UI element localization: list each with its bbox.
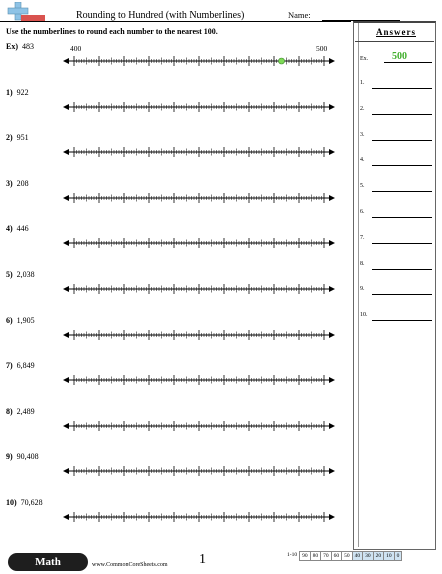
answer-field-9[interactable]: [372, 294, 432, 295]
plus-logo-icon: [4, 2, 46, 22]
arrow-left-icon: [63, 149, 69, 155]
problem-number: Ex): [6, 42, 18, 51]
problem-value: 2,038: [16, 270, 35, 279]
problem-number: 3): [6, 178, 13, 188]
score-cell: 30: [362, 551, 374, 561]
problem-value: 483: [22, 42, 34, 51]
instructions: Use the numberlines to round each number to the nearest 100.: [6, 27, 218, 36]
problem-label: [6, 452, 39, 461]
score-cell: 40: [352, 551, 364, 561]
problem-label: [6, 88, 29, 97]
arrow-right-icon: [329, 286, 335, 292]
answer-label-10: 10.: [360, 312, 368, 319]
numberline: [63, 101, 335, 113]
problem-value: 922: [16, 87, 29, 97]
worksheet-title: Rounding to Hundred (with Numberlines): [76, 10, 245, 21]
problem-number: 4): [6, 224, 13, 234]
answer-label-3: 3.: [360, 131, 365, 138]
arrow-right-icon: [329, 332, 335, 338]
problem-number: 6): [6, 315, 13, 325]
problem-number: 7): [6, 361, 13, 371]
problem-number: 1): [6, 87, 13, 97]
problem-label: [6, 498, 43, 507]
numberline: [63, 374, 335, 386]
problem-number: 9): [6, 452, 13, 462]
answer-label-6: 6.: [360, 209, 365, 215]
arrow-left-icon: [63, 332, 69, 338]
answer-label-7: 7.: [360, 234, 365, 241]
name-label: Name:: [288, 10, 311, 20]
score-cell: 20: [373, 551, 385, 561]
arrow-right-icon: [329, 240, 335, 246]
score-cell: 10: [383, 551, 395, 561]
score-cell: 0: [394, 551, 403, 561]
answer-example-value: 500: [392, 51, 407, 62]
answer-field-6[interactable]: [372, 217, 432, 218]
score-cell: 60: [331, 551, 343, 561]
problem-value: 90,408: [16, 452, 39, 462]
arrow-right-icon: [329, 377, 335, 383]
arrow-right-icon: [329, 58, 335, 64]
score-key: [286, 551, 402, 560]
arrow-left-icon: [63, 423, 69, 429]
problem-label: [6, 42, 34, 51]
problem-value: 1,905: [16, 315, 35, 325]
answer-field-8[interactable]: [372, 269, 432, 270]
arrow-left-icon: [63, 514, 69, 520]
answer-field-4[interactable]: [372, 165, 432, 166]
numberline: [63, 55, 335, 67]
value-marker-dot: [279, 58, 285, 64]
numberline: [63, 329, 335, 341]
answer-label-8: 8.: [360, 260, 365, 267]
problem-label: [6, 224, 29, 233]
subject-badge: Math: [8, 553, 88, 571]
problem-value: 208: [16, 178, 29, 188]
problem-value: 2,489: [16, 406, 35, 416]
score-cell: 80: [310, 551, 322, 561]
score-cell: 90: [299, 551, 311, 561]
answer-field-2[interactable]: [372, 114, 432, 115]
answer-panel-divider: [358, 23, 359, 547]
arrow-right-icon: [329, 423, 335, 429]
arrow-left-icon: [63, 104, 69, 110]
score-cell: 70: [320, 551, 332, 561]
answer-panel: [353, 21, 436, 550]
problem-label: [6, 361, 35, 370]
problem-number: 8): [6, 406, 13, 416]
answer-label-2: 2.: [360, 105, 365, 112]
answers-title-rule: [355, 41, 434, 42]
answer-field-10[interactable]: [372, 320, 432, 321]
numberline-end-label: 500: [316, 44, 328, 53]
arrow-right-icon: [329, 149, 335, 155]
answer-label-9: 9.: [360, 286, 365, 293]
arrow-left-icon: [63, 240, 69, 246]
arrow-right-icon: [329, 514, 335, 520]
answer-example-label: Ex.: [360, 56, 369, 62]
arrow-left-icon: [63, 286, 69, 292]
numberline: [63, 237, 335, 249]
problem-label: [6, 316, 35, 325]
numberline-start-label: 400: [70, 44, 82, 53]
problem-label: [6, 270, 35, 279]
answer-example-line: [384, 62, 432, 63]
arrow-right-icon: [329, 468, 335, 474]
arrow-left-icon: [63, 377, 69, 383]
answer-label-4: 4.: [360, 157, 365, 164]
answer-label-1: 1.: [360, 80, 365, 86]
problem-label: [6, 407, 35, 416]
answer-field-5[interactable]: [372, 191, 432, 192]
numberline: [63, 465, 335, 477]
numberline: [63, 420, 335, 432]
problem-number: 10): [6, 498, 17, 507]
numberline: [63, 283, 335, 295]
score-key-label: 1-10: [287, 552, 298, 558]
arrow-left-icon: [63, 195, 69, 201]
answers-title: Answers: [376, 27, 416, 37]
numberline: [63, 146, 335, 158]
problem-value: 70,628: [20, 498, 43, 507]
score-cell: 50: [341, 551, 353, 561]
problem-value: 446: [16, 224, 29, 234]
page-number: 1: [199, 552, 206, 567]
answer-label-5: 5.: [360, 183, 365, 190]
problem-number: 5): [6, 270, 13, 279]
problem-value: 6,849: [16, 361, 35, 371]
problem-label: [6, 133, 29, 142]
numberline: [63, 192, 335, 204]
problem-label: [6, 179, 29, 188]
answer-field-7[interactable]: [372, 243, 432, 244]
problem-value: 951: [16, 133, 29, 143]
header-divider: [0, 21, 351, 22]
arrow-right-icon: [329, 195, 335, 201]
answer-field-1[interactable]: [372, 88, 432, 89]
numberline: [63, 511, 335, 523]
answer-field-3[interactable]: [372, 140, 432, 141]
problem-number: 2): [6, 133, 13, 143]
website-text: www.CommonCoreSheets.com: [92, 562, 168, 568]
arrow-right-icon: [329, 104, 335, 110]
arrow-left-icon: [63, 468, 69, 474]
arrow-left-icon: [63, 58, 69, 64]
